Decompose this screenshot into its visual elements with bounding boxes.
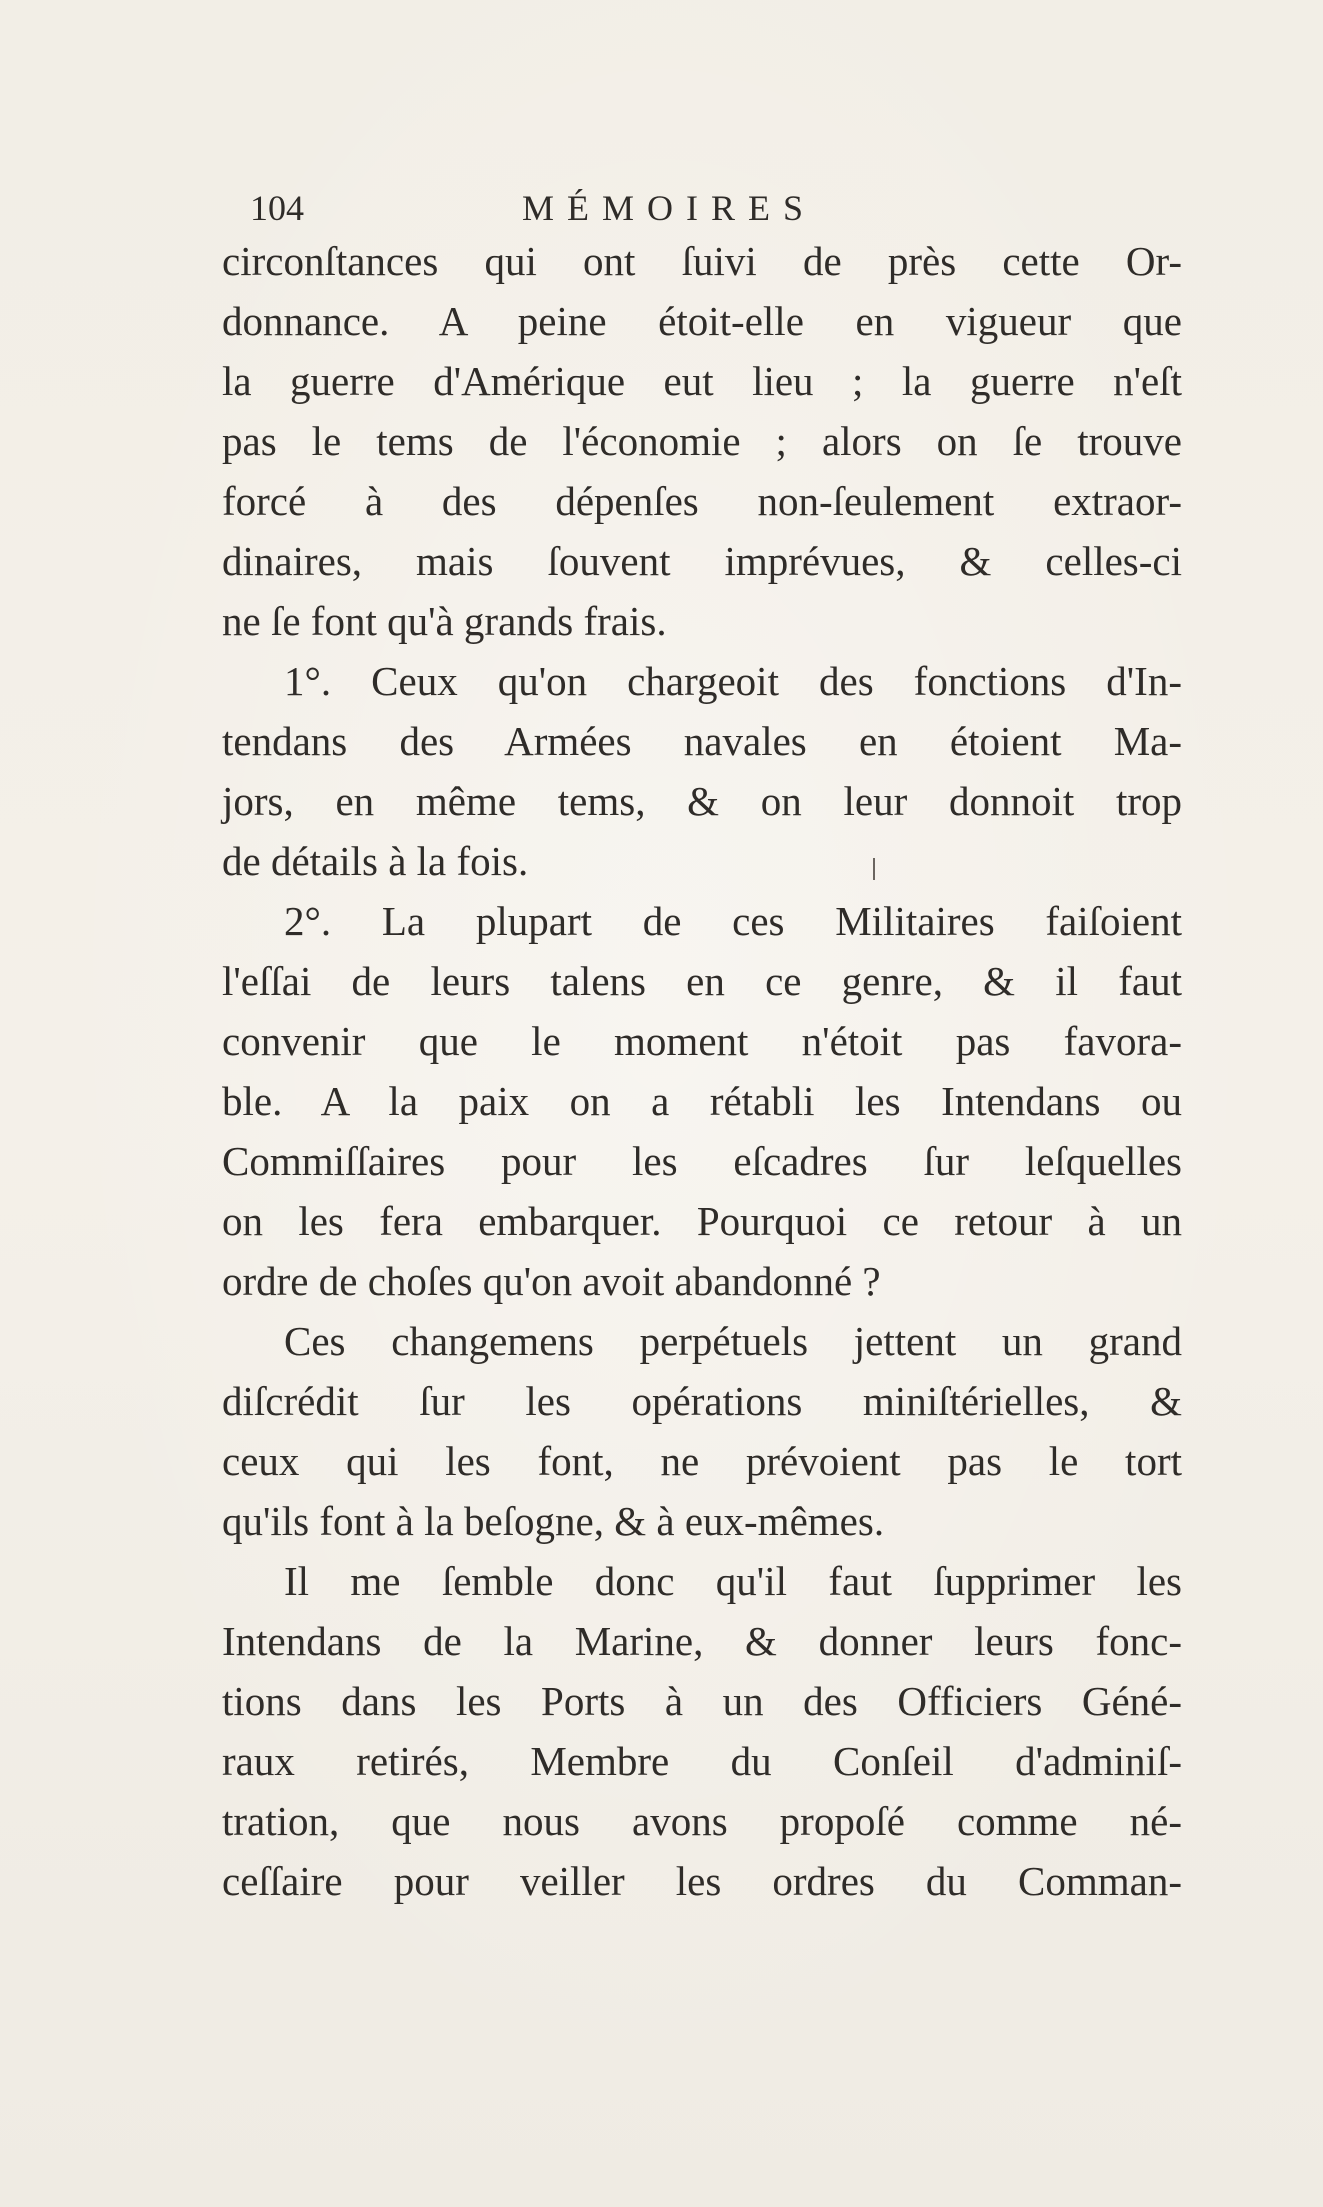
text-line: 2°. La plupart de ces Militaires faiſoient (284, 898, 1182, 944)
text-line: donnance. A peine étoit-elle en vigueur que (222, 298, 1182, 344)
text-line: Commiſſaires pour les eſcadres ſur leſquelles (222, 1138, 1182, 1184)
text-line: dinaires, mais ſouvent imprévues, & celles-ci (222, 538, 1182, 584)
text-line: 1°. Ceux qu'on chargeoit des fonctions d'In- (284, 658, 1182, 704)
page-number: 104 (250, 188, 304, 228)
text-line: diſcrédit ſur les opérations miniſtérielles, & (222, 1378, 1182, 1424)
text-line: ordre de choſes qu'on avoit abandonné ? (222, 1258, 881, 1304)
text-line: ble. A la paix on a rétabli les Intendans ou (222, 1078, 1182, 1124)
text-line: qu'ils font à la beſogne, & à eux-mêmes. (222, 1498, 885, 1544)
text-line: l'eſſai de leurs talens en ce genre, & il faut (222, 958, 1182, 1004)
text-line: Ces changemens perpétuels jettent un grand (284, 1318, 1182, 1364)
text-line: jors, en même tems, & on leur donnoit trop (222, 778, 1182, 824)
body-text (222, 231, 1182, 1911)
text-line: de détails à la fois. (222, 838, 529, 884)
text-line: ne ſe font qu'à grands frais. (222, 598, 667, 644)
text-line: forcé à des dépenſes non-ſeulement extraor- (222, 478, 1182, 524)
text-line: tendans des Armées navales en étoient Ma- (222, 718, 1182, 764)
text-line: convenir que le moment n'étoit pas favora- (222, 1018, 1182, 1064)
text-line: la guerre d'Amérique eut lieu ; la guerre n'eſt (222, 358, 1182, 404)
text-line: tions dans les Ports à un des Officiers Géné- (222, 1678, 1182, 1724)
text-line: Intendans de la Marine, & donner leurs fonc- (222, 1618, 1182, 1664)
ink-mark (873, 858, 875, 880)
text-line: on les fera embarquer. Pourquoi ce retour à un (222, 1198, 1182, 1244)
text-line: circonſtances qui ont ſuivi de près cette Or- (222, 238, 1182, 284)
text-line: pas le tems de l'économie ; alors on ſe trouve (222, 418, 1182, 464)
text-line: Il me ſemble donc qu'il faut ſupprimer les (284, 1558, 1182, 1604)
text-line: tration, que nous avons propoſé comme né- (222, 1798, 1182, 1844)
text-line: ceux qui les font, ne prévoient pas le tort (222, 1438, 1182, 1484)
text-line: raux retirés, Membre du Conſeil d'adminiſ- (222, 1738, 1182, 1784)
running-head (250, 178, 1150, 238)
running-title: MÉMOIRES (522, 188, 817, 228)
text-line: ceſſaire pour veiller les ordres du Comman- (222, 1858, 1182, 1904)
